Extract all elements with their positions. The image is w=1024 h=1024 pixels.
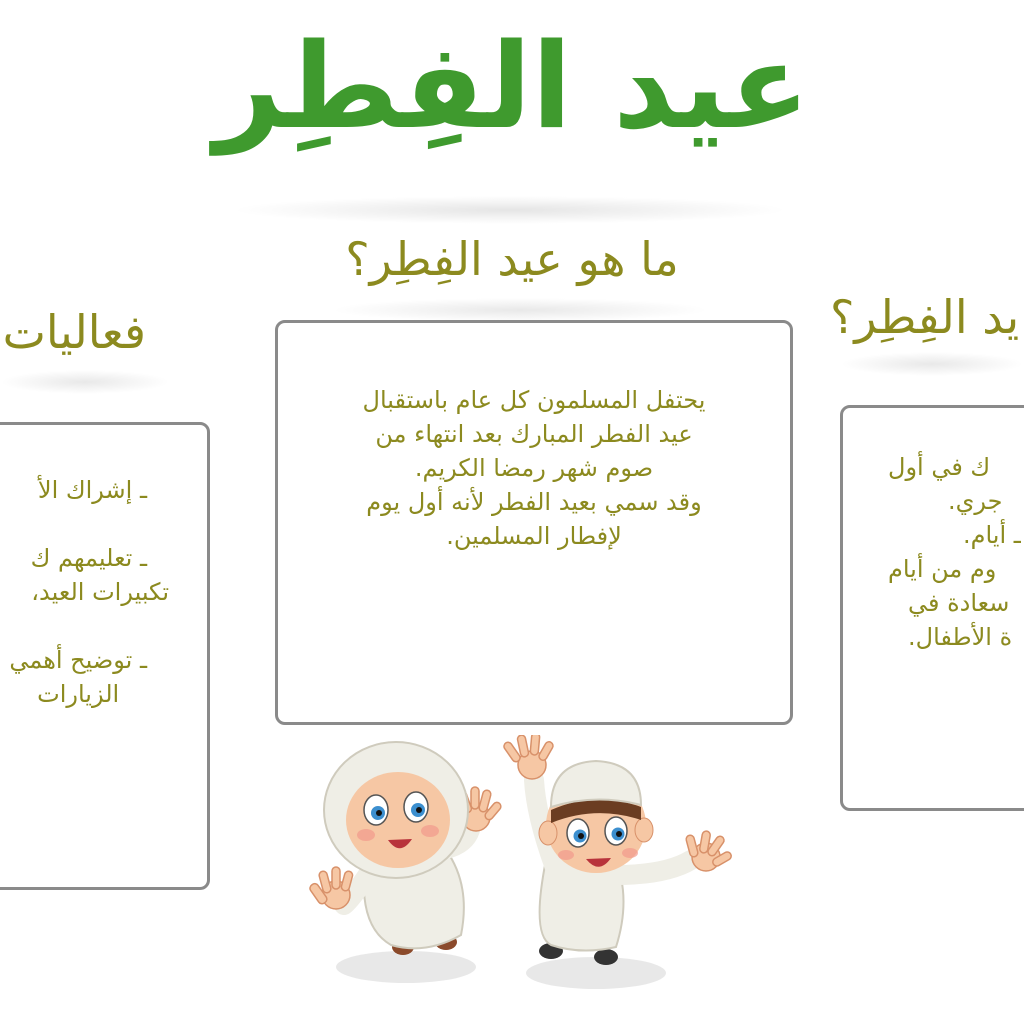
- right-line: وم من أيام: [888, 555, 997, 584]
- right-line: ة الأطفال.: [908, 623, 1013, 652]
- right-line: ك في أول: [888, 453, 991, 481]
- center-line: لإفطار المسلمين.: [446, 522, 622, 551]
- right-line: سعادة في: [908, 589, 1010, 618]
- center-line: وقد سمي بعيد الفطر لأنه أول يوم: [366, 488, 702, 517]
- title-shadow: [230, 196, 790, 224]
- right-line: ـ أيام.: [963, 521, 1021, 550]
- left-item-line: ـ تعليمهم ك: [30, 544, 147, 573]
- right-info-card: [840, 405, 1024, 811]
- center-card-text: [278, 383, 790, 553]
- left-item-line: ـ إشراك الأ: [37, 476, 147, 504]
- left-activities-card: [0, 422, 210, 890]
- left-item-line: ـ توضيح أهمي: [9, 646, 147, 675]
- center-heading-shadow: [330, 298, 710, 322]
- right-line: جري.: [948, 487, 1003, 516]
- left-item-line: تكبيرات العيد،: [31, 578, 169, 607]
- waving-children-illustration: [296, 735, 776, 1005]
- right-card-text: [888, 450, 1024, 654]
- page-title: عيد الفِطِر: [213, 17, 811, 155]
- center-line: صوم شهر رمضا الكريم.: [414, 454, 654, 483]
- kids-illustration: [296, 735, 776, 1005]
- center-info-card: [275, 320, 793, 725]
- center-heading: ما هو عيد الفِطِر؟: [345, 232, 679, 286]
- left-heading-shadow: [0, 370, 170, 394]
- right-heading-shadow: [840, 352, 1024, 376]
- center-line: عيد الفطر المبارك بعد انتهاء من: [375, 420, 693, 449]
- girl-figure: [308, 742, 502, 955]
- center-line: يحتفل المسلمون كل عام باستقبال: [362, 386, 706, 414]
- left-item-line: الزيارات: [37, 680, 120, 709]
- right-heading: يد الفِطِر؟: [830, 290, 1020, 344]
- left-heading: فعاليات: [2, 305, 146, 359]
- boy-figure: [502, 735, 732, 965]
- left-card-text: [9, 473, 169, 711]
